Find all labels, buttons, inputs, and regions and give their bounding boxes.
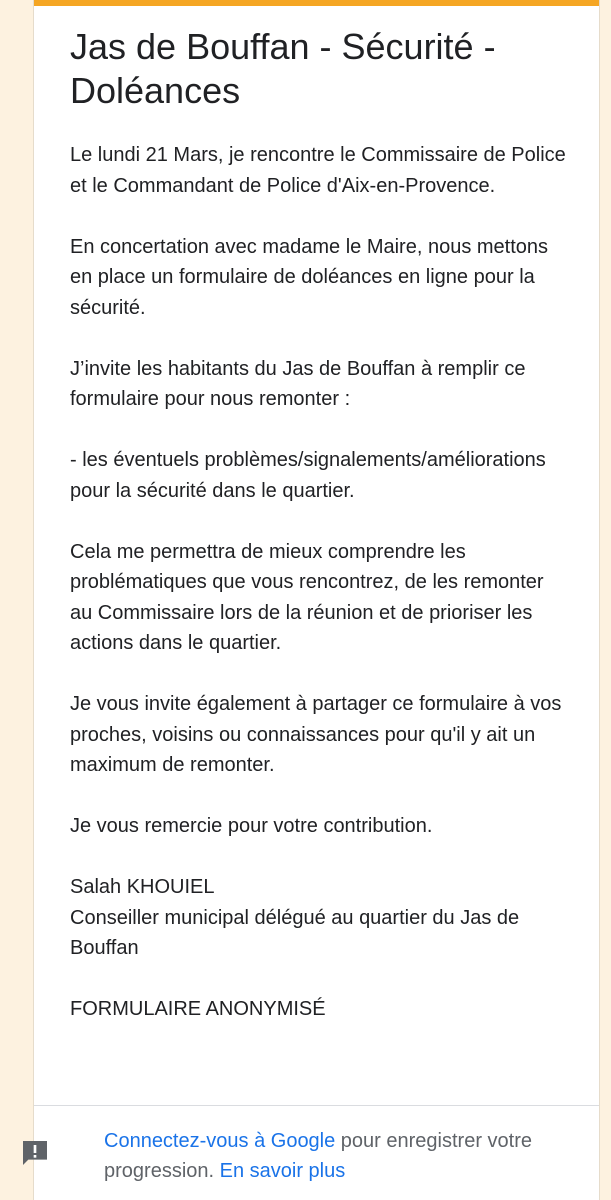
form-title: Jas de Bouffan - Sécurité - Doléances [70, 26, 496, 111]
signature-block [70, 872, 570, 964]
description-paragraph: Je vous invite également à partager ce formulaire à vos proches, voisins ou connaissances pour qu'il y ait un maximum de remonter. [70, 693, 562, 776]
signin-link[interactable]: Connectez-vous à Google [104, 1130, 336, 1152]
signin-notice [104, 1126, 604, 1186]
description-paragraph: En concertation avec madame le Maire, nous mettons en place un formulaire de doléances en ligne pour la sécurité. [70, 235, 549, 319]
alert-feedback-icon [19, 1137, 51, 1169]
anonymized-notice: FORMULAIRE ANONYMISÉ [70, 998, 326, 1020]
accent-bar [34, 0, 599, 6]
signature-role: Conseiller municipal délégué au quartier du Jas de Bouffan [70, 906, 520, 959]
description-paragraph: Le lundi 21 Mars, je rencontre le Commissaire de Police et le Commandant de Police d'Aix-en-Provence. [70, 144, 566, 197]
description-paragraph: J’invite les habitants du Jas de Bouffan à remplir ce formulaire pour nous remonter : [70, 357, 526, 410]
description-paragraph: Cela me permettra de mieux comprendre les problématiques que vous rencontrez, de les remonter au Commissaire lors de la réunion et de prioriser les actions dans le quartier. [70, 540, 544, 654]
form-description [70, 140, 570, 1025]
divider [34, 1105, 599, 1106]
description-paragraph: - les éventuels problèmes/signalements/améliorations pour la sécurité dans le quartier. [70, 449, 546, 502]
description-paragraph: Je vous remercie pour votre contribution. [70, 815, 433, 837]
learn-more-link[interactable]: En savoir plus [219, 1160, 346, 1182]
signature-name: Salah KHOUIEL [70, 876, 215, 898]
signin-notice-text: pour enregistrer votre progression. [104, 1130, 533, 1182]
form-header-card [33, 0, 600, 1200]
